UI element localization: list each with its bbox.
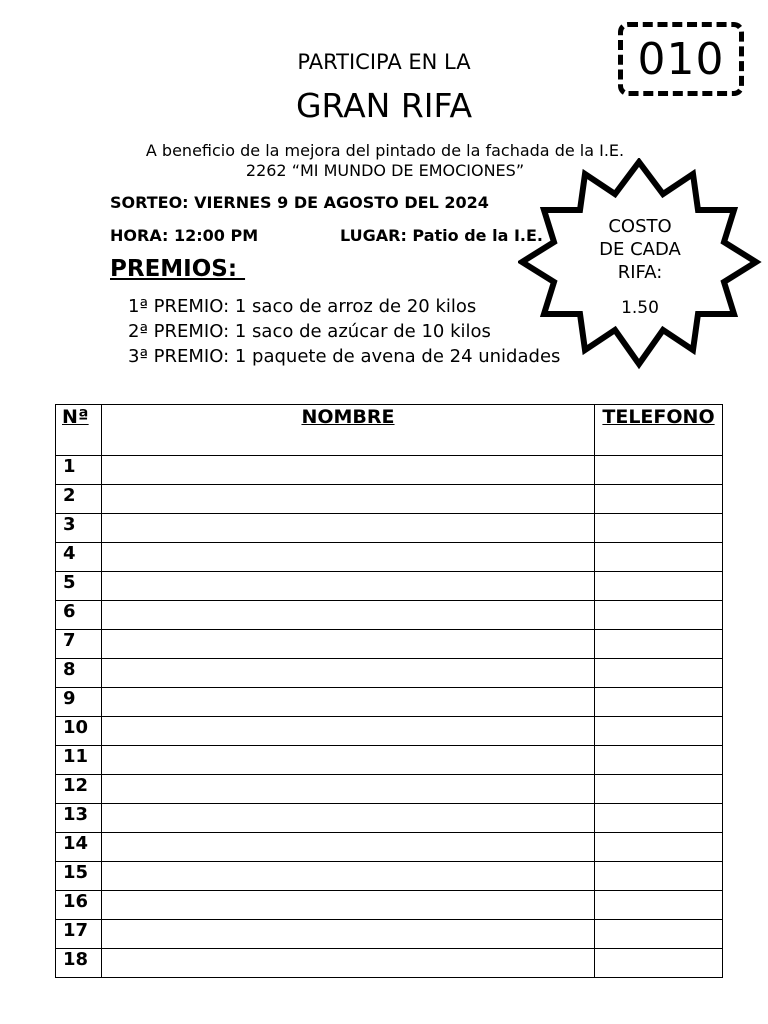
- telefono-cell[interactable]: [595, 630, 723, 659]
- row-number: 3: [56, 514, 102, 543]
- beneficio-line-2: 2262 “MI MUNDO DE EMOCIONES”: [245, 161, 525, 180]
- header-telefono: TELEFONO: [595, 405, 723, 456]
- table-row: [56, 572, 723, 601]
- header-nombre: NOMBRE: [102, 405, 595, 456]
- intro-text: PARTICIPA EN LA: [297, 50, 471, 74]
- sorteo-place: LUGAR: Patio de la I.E.: [340, 226, 543, 245]
- row-number: 18: [56, 949, 102, 978]
- row-number: 7: [56, 630, 102, 659]
- nombre-cell[interactable]: [102, 920, 595, 949]
- table-row: [56, 775, 723, 804]
- nombre-cell[interactable]: [102, 456, 595, 485]
- sorteo-date: SORTEO: VIERNES 9 DE AGOSTO DEL 2024: [110, 193, 489, 212]
- row-number: 16: [56, 891, 102, 920]
- telefono-cell[interactable]: [595, 659, 723, 688]
- costo-line-2: DE CADA: [599, 239, 681, 260]
- row-number: 17: [56, 920, 102, 949]
- nombre-cell[interactable]: [102, 804, 595, 833]
- row-number: 13: [56, 804, 102, 833]
- row-number: 6: [56, 601, 102, 630]
- row-number: 12: [56, 775, 102, 804]
- nombre-cell[interactable]: [102, 688, 595, 717]
- nombre-cell[interactable]: [102, 514, 595, 543]
- telefono-cell[interactable]: [595, 485, 723, 514]
- row-number: 9: [56, 688, 102, 717]
- costo-price: 1.50: [621, 298, 659, 318]
- row-number: 2: [56, 485, 102, 514]
- table-row: [56, 601, 723, 630]
- beneficio-line-1: A beneficio de la mejora del pintado de la fachada de la I.E.: [145, 141, 625, 160]
- row-number: 11: [56, 746, 102, 775]
- table-header-row: [56, 405, 723, 456]
- nombre-cell[interactable]: [102, 485, 595, 514]
- telefono-cell[interactable]: [595, 572, 723, 601]
- nombre-cell[interactable]: [102, 775, 595, 804]
- telefono-cell[interactable]: [595, 688, 723, 717]
- nombre-cell[interactable]: [102, 572, 595, 601]
- header-num: Nª: [56, 405, 102, 456]
- telefono-cell[interactable]: [595, 543, 723, 572]
- nombre-cell[interactable]: [102, 630, 595, 659]
- table-row: [56, 543, 723, 572]
- row-number: 1: [56, 456, 102, 485]
- premios-heading: PREMIOS:: [110, 256, 246, 282]
- row-number: 5: [56, 572, 102, 601]
- telefono-cell[interactable]: [595, 717, 723, 746]
- nombre-cell[interactable]: [102, 601, 595, 630]
- row-number: 15: [56, 862, 102, 891]
- table-row: [56, 485, 723, 514]
- table-row: [56, 456, 723, 485]
- nombre-cell[interactable]: [102, 717, 595, 746]
- nombre-cell[interactable]: [102, 746, 595, 775]
- row-number: 4: [56, 543, 102, 572]
- nombre-cell[interactable]: [102, 659, 595, 688]
- telefono-cell[interactable]: [595, 456, 723, 485]
- telefono-cell[interactable]: [595, 804, 723, 833]
- costo-label: [570, 215, 710, 284]
- nombre-cell[interactable]: [102, 862, 595, 891]
- table-row: [56, 891, 723, 920]
- table-row: [56, 514, 723, 543]
- telefono-cell[interactable]: [595, 920, 723, 949]
- table-row: [56, 659, 723, 688]
- page-title: GRAN RIFA: [295, 86, 473, 125]
- telefono-cell[interactable]: [595, 833, 723, 862]
- prize-item: 2ª PREMIO: 1 saco de azúcar de 10 kilos: [128, 321, 491, 342]
- telefono-cell[interactable]: [595, 949, 723, 978]
- table-row: [56, 804, 723, 833]
- prize-item: 3ª PREMIO: 1 paquete de avena de 24 unidades: [128, 346, 561, 367]
- row-number: 14: [56, 833, 102, 862]
- telefono-cell[interactable]: [595, 891, 723, 920]
- table-row: [56, 688, 723, 717]
- table-row: [56, 920, 723, 949]
- nombre-cell[interactable]: [102, 543, 595, 572]
- table-row: [56, 717, 723, 746]
- table-row: [56, 630, 723, 659]
- table-row: [56, 862, 723, 891]
- nombre-cell[interactable]: [102, 891, 595, 920]
- table-row: [56, 949, 723, 978]
- nombre-cell[interactable]: [102, 833, 595, 862]
- costo-line-3: RIFA:: [617, 262, 663, 283]
- prize-item: 1ª PREMIO: 1 saco de arroz de 20 kilos: [128, 296, 477, 317]
- ticket-number: 010: [637, 33, 725, 85]
- table-row: [56, 833, 723, 862]
- telefono-cell[interactable]: [595, 514, 723, 543]
- sorteo-time: HORA: 12:00 PM: [110, 226, 259, 245]
- nombre-cell[interactable]: [102, 949, 595, 978]
- telefono-cell[interactable]: [595, 601, 723, 630]
- row-number: 8: [56, 659, 102, 688]
- telefono-cell[interactable]: [595, 746, 723, 775]
- participants-table: [55, 404, 723, 978]
- telefono-cell[interactable]: [595, 775, 723, 804]
- telefono-cell[interactable]: [595, 862, 723, 891]
- table-row: [56, 746, 723, 775]
- costo-line-1: COSTO: [608, 216, 672, 237]
- row-number: 10: [56, 717, 102, 746]
